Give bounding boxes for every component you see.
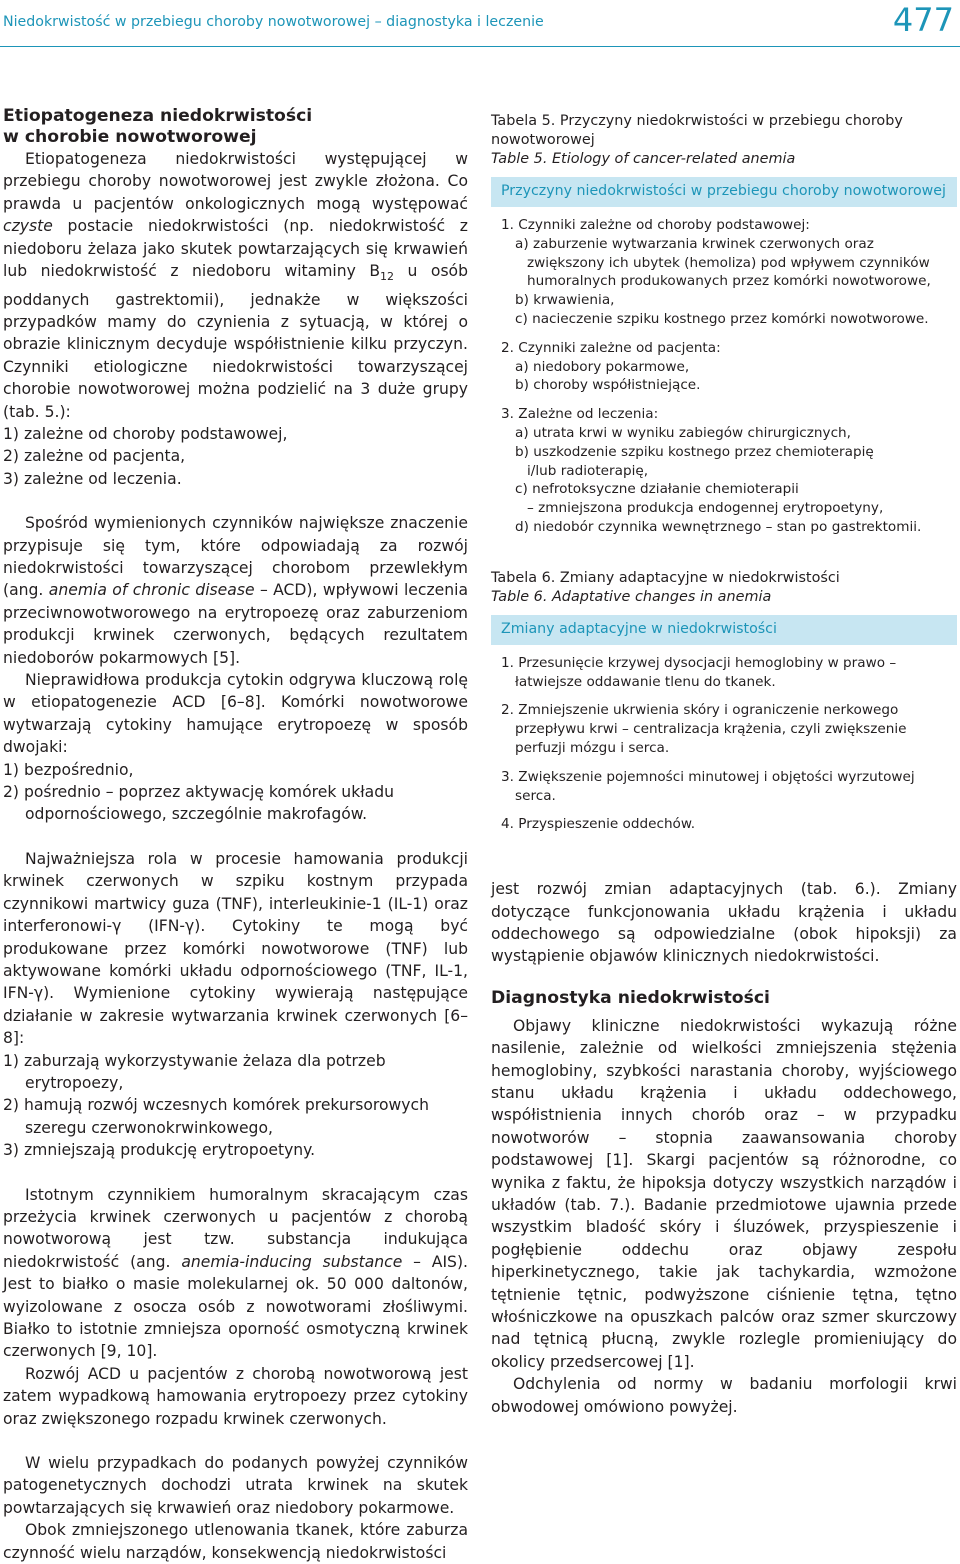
list-item: 2) pośrednio – poprzez aktywację komórek układu odpornościowego, szczególnie makrofagów. (3, 783, 394, 824)
table-label: Tabela 5. (491, 113, 556, 129)
right-column (491, 112, 957, 1418)
table-caption-text: Zmiany adaptacyjne w niedokrwistości (555, 569, 840, 586)
table-row: a) utrata krwi w wyniku zabiegów chirurgicznych, (515, 424, 851, 441)
table-row: a) niedobory pokarmowe, (515, 358, 690, 375)
text-run: u osób poddanych gastrektomii), jednakże w większości przypadków mamy do czynienia z sytuacją, w której o obrazie klinicznym decyduje współistnienie kilku przyczyn. Czynniki etiologiczne niedokrwistości towarzyszącej chorobie nowotworowej można podzielić na 3 duże grupy (tab. 5.): (3, 262, 469, 421)
table-header: Przyczyny niedokrwistości w przebiegu choroby nowotworowej (491, 177, 957, 207)
list-item: 2) hamują rozwój wczesnych komórek prekursorowych szeregu czerwonokrwinkowego, (3, 1096, 429, 1137)
italic-term: anemia of chronic disease (48, 581, 255, 600)
italic-term: czyste (3, 217, 53, 236)
table-5 (491, 112, 957, 537)
text-run: postacie niedokrwistości (np. niedokrwistość z niedoboru żelaza jako skutek powtarzających się krwawień lub niedokrwistość z niedoboru witaminy B (3, 217, 468, 281)
table-row: 3. Zwiększenie pojemności minutowej i objętości wyrzutowej serca. (501, 768, 915, 804)
paragraph-tnf: Najważniejsza rola w procesie hamowania produkcji krwinek czerwonych w szpiku kostnym przypada czynnikowi martwicy guza (TNF), interleukinie-1 (IL-1) oraz interferonowi-γ (IFN-γ). Cytokiny te mogą być produkowane przez komórki nowotworowe (TNF) lub aktywowane komórki układu odpornościowego (TNF, IL-1, IFN-γ). Wymienione cytokiny wywierają następujące działanie w zakresie wytwarzania krwinek czerwonych [6–8]: (3, 849, 468, 1048)
paragraph-blood-loss: W wielu przypadkach do podanych powyżej czynników patogenetycznych dochodzi utrata krwinek na skutek powtarzających się krwawień oraz niedobory pokarmowe. (3, 1454, 468, 1517)
list-item: 3) zmniejszają produkcję erytropoetyny. (3, 1141, 316, 1160)
paragraph-adaptive: jest rozwój zmian adaptacyjnych (tab. 6.). Zmiany dotyczące funkcjonowania układu krążenia i układu oddechowego są odpowiedzialne (obok hipoksji) za wystąpienie objawów klinicznych niedokrwistości. (491, 880, 957, 966)
list-item: 1) zaburzają wykorzystywanie żelaza dla potrzeb erytropoezy, (3, 1051, 386, 1092)
table-header: Zmiany adaptacyjne w niedokrwistości (491, 615, 957, 645)
subscript: 12 (380, 270, 395, 284)
page-header (0, 0, 960, 50)
paragraph-morphology: Odchylenia od normy w badaniu morfologii krwi obwodowej omówiono powyżej. (491, 1375, 957, 1416)
table-row: c) nacieczenie szpiku kostnego przez komórki nowotworowe. (515, 310, 929, 327)
page-number: 477 (892, 1, 954, 39)
header-rule (0, 46, 960, 47)
text-run: Istotnym czynnikiem humoralnym skracającym czas przeżycia krwinek czerwonych u pacjentów z chorobą nowotworową jest tzw. substancja indukująca niedokrwistość (ang. (3, 1185, 468, 1271)
paragraph-cytokines: Nieprawidłowa produkcja cytokin odgrywa kluczową rolę w etiopatogenezie ACD [6–8]. Komórki nowotworowe wytwarzają cytokiny hamujące erytropoezę w sposób dwojaki: (3, 671, 468, 757)
running-title: Niedokrwistość w przebiegu choroby nowotworowej – diagnostyka i leczenie (3, 14, 544, 30)
list-item: 3) zależne od leczenia. (3, 469, 182, 488)
section-title-line2: w chorobie nowotworowej (3, 127, 257, 147)
table-row: 1. Czynniki zależne od choroby podstawowej: (501, 217, 810, 233)
paragraph-etiopathogenesis (3, 148, 468, 423)
table-label: Tabela 6. (491, 569, 556, 586)
paragraph-oxygenation: Obok zmniejszonego utlenowania tkanek, które zaburza czynność wielu narządów, konsekwencją niedokrwistości (3, 1521, 468, 1562)
table-caption-en (491, 150, 957, 169)
table-row: b) krwawienia, (515, 292, 615, 309)
list-item: 2) zależne od pacjenta, (3, 447, 186, 466)
text-run: Etiopatogeneza niedokrwistości występującej w przebiegu choroby nowotworowej jest zwykle złożona. Co prawda u pacjentów onkologicznych mogą występować (3, 150, 468, 213)
section-title: Etiopatogeneza niedokrwistości (3, 106, 313, 126)
section-title-diagnostics: Diagnostyka niedokrwistości (491, 987, 770, 1008)
paragraph-ais (3, 1184, 468, 1363)
italic-term: anemia-inducing substance (181, 1252, 403, 1271)
text-run: – ACD), wpływowi leczenia przeciwnowotworowego na erytropoezę oraz zaburzeniom produkcji krwinek czerwonych, będących rezultatem niedoborów pokarmowych [5]. (3, 581, 469, 667)
table-caption-text: Przyczyny niedokrwistości w przebiegu choroby nowotworowej (491, 113, 903, 148)
table-body (491, 645, 957, 834)
paragraph-acd-summary: Rozwój ACD u pacjentów z chorobą nowotworową jest zatem wypadkową hamowania erytropoezy przez cytokiny oraz zwiększonego rozpadu krwinek czerwonych. (3, 1364, 468, 1428)
list-item: 1) bezpośrednio, (3, 760, 134, 779)
table-caption-en (491, 588, 957, 607)
table-caption-pl (491, 569, 957, 588)
table-row: c) nefrotoksyczne działanie chemioterapii (515, 481, 799, 498)
table-caption-text: Etiology of cancer-related anemia (547, 151, 796, 167)
table-row: a) zaburzenie wytwarzania krwinek czerwonych oraz zwiększony ich ubytek (hemoliza) pod wpływem czynników humoralnych produkowanych przez komórki nowotworowe, (515, 235, 931, 290)
table-6 (491, 569, 957, 834)
table-row: d) niedobór czynnika wewnętrznego – stan po gastrektomii. (515, 518, 922, 535)
table-row: 3. Zależne od leczenia: (501, 406, 659, 423)
left-column (3, 106, 468, 1564)
table-row: 2. Czynniki zależne od pacjenta: (501, 339, 721, 356)
table-caption-text: Adaptative changes in anemia (547, 588, 772, 605)
table-row: 4. Przyspieszenie oddechów. (501, 816, 696, 833)
table-label: Table 6. (491, 588, 548, 605)
table-caption-pl (491, 112, 957, 150)
text-run: – AIS). Jest to białko o masie molekularnej ok. 50 000 daltonów, wyizolowane z osocza osób z nowotworami złośliwymi. Białko to istotnie zmniejsza oporność osmotyczną krwinek czerwonych [9, 10]. (3, 1252, 469, 1361)
paragraph-acd (3, 512, 468, 669)
list-item: 1) zależne od choroby podstawowej, (3, 424, 288, 443)
table-row: b) uszkodzenie szpiku kostnego przez chemioterapię (515, 443, 874, 460)
table-row: i/lub radioterapię, (527, 462, 649, 479)
table-row: b) choroby współistniejące. (515, 377, 701, 394)
text-run: Spośród wymienionych czynników największe znaczenie przypisuje się tym, które odpowiadają za rozwój niedokrwistości towarzyszącej chorobom przewlekłym (ang. (3, 514, 468, 600)
table-row: – zmniejszona produkcja endogennej erytropoetyny, (527, 500, 884, 517)
table-row: 2. Zmniejszenie ukrwienia skóry i ograniczenie nerkowego przepływu krwi – centralizacja krążenia, czyli zwiększenie perfuzji mózgu i serca. (501, 702, 907, 756)
table-label: Table 5. (491, 151, 548, 167)
table-row: 1. Przesunięcie krzywej dysocjacji hemoglobiny w prawo – łatwiejsze oddawanie tlenu do tkanek. (501, 654, 897, 690)
table-body (491, 207, 957, 537)
paragraph-symptoms: Objawy kliniczne niedokrwistości wykazują różne nasilenie, zależnie od wielkości zmniejszenia stężenia hemoglobiny, szybkości narastania choroby, wyjściowego stanu układu krążenia i układu oddechowego, współistnienia innych chorób oraz – w przypadku nowotworów – stopnia zaawansowania choroby podstawowej [1]. Skargi pacjentów są różnorodne, co wynika z faktu, że hipoksja dotyczy wszystkich narządów i układów (tab. 7.). Badanie przedmiotowe ujawnia przede wszystkim bladość skóry i śluzówek, przyspieszenie i pogłębienie oddechu oraz objawy zespołu hiperkinetycznego, takie jak tachykardia, wzmożone tętnienie tętnic, podwyższone ciśnienie tętna, tętno włośniczkowe na opuszkach palców oraz szmer skurczowy nad tętnicą płucną, zwykle rozlegle promieniujący do okolicy przedsercowej [1]. (491, 1016, 957, 1371)
